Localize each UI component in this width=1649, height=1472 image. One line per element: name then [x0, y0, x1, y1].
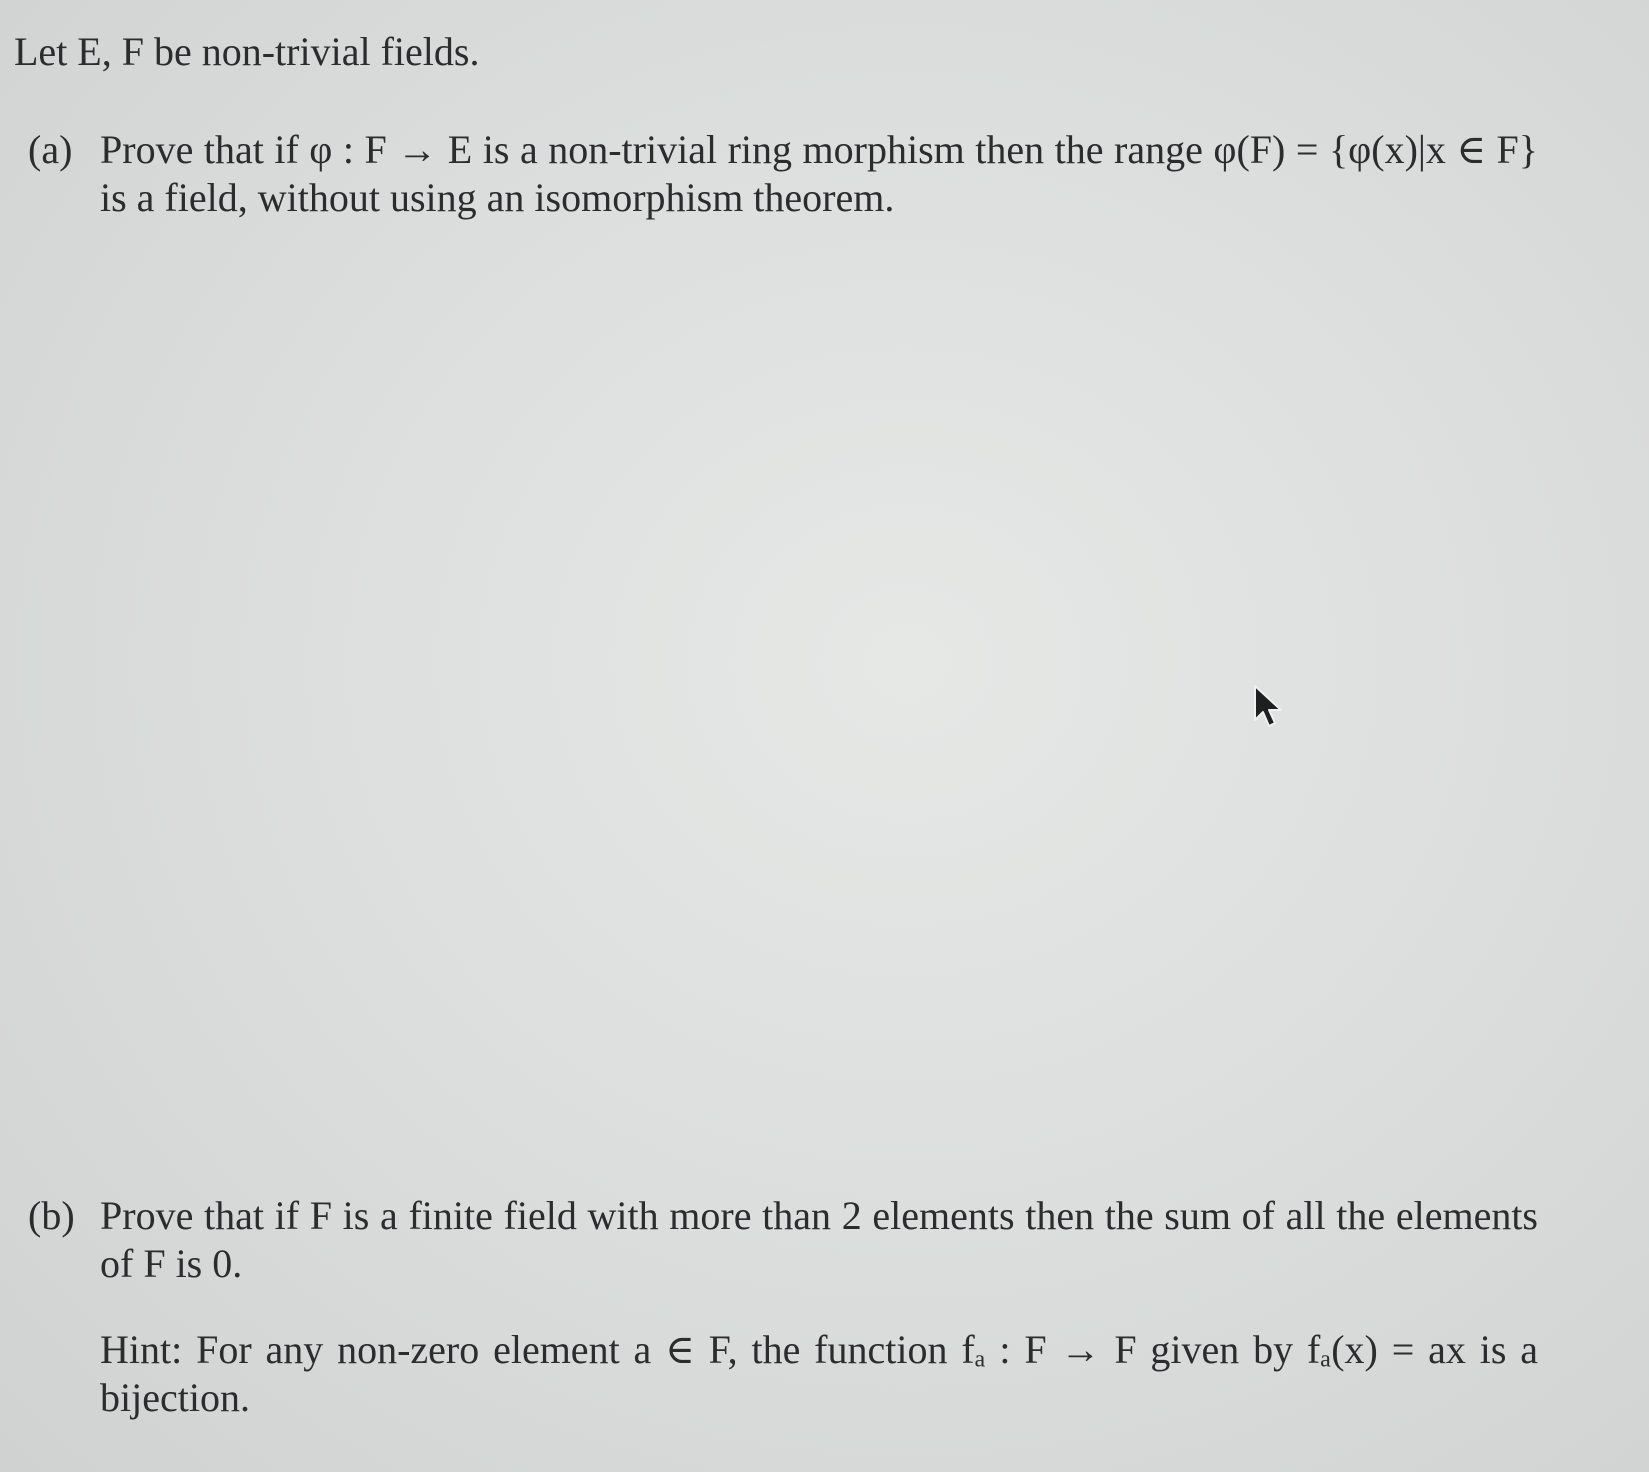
- part-b-label: (b): [28, 1193, 75, 1238]
- problem-part-b: [28, 1192, 1538, 1288]
- part-b-hint: Hint: For any non-zero element a ∈ F, the function fₐ : F → F given by fₐ(x) = ax is a bijection.: [100, 1327, 1538, 1420]
- part-a-label: (a): [28, 127, 73, 172]
- intro-statement: Let E, F be non-trivial fields.: [14, 29, 480, 74]
- mouse-pointer-icon: [1252, 684, 1286, 730]
- problem-part-a: [28, 126, 1538, 222]
- part-a-text: Prove that if φ : F → E is a non-trivial ring morphism then the range φ(F) = {φ(x)|x ∈ F} is a field, without using an isomorphism theorem.: [100, 127, 1538, 220]
- part-b-text: Prove that if F is a finite field with more than 2 elements then the sum of all the elements of F is 0.: [100, 1193, 1538, 1286]
